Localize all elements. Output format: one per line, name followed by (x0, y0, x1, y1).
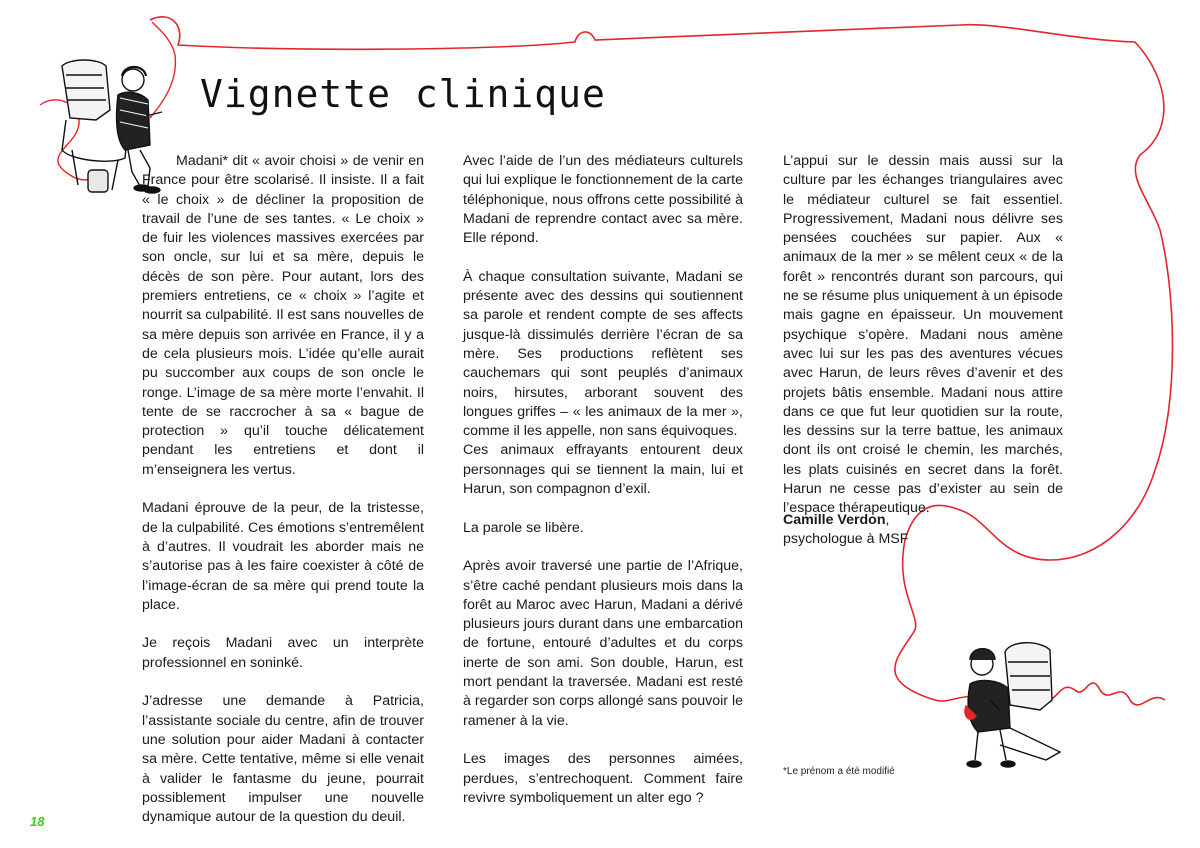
red-thread-hand (150, 22, 175, 118)
footnote: *Le prénom a été modifié (783, 766, 895, 777)
page-title: Vignette clinique (200, 72, 606, 116)
author-role: psychologue à MSF (783, 531, 909, 548)
paragraph: À chaque consultation suivante, Madani se présente avec des dessins qui soutiennent sa parole et rendent compte de ses affects jusque-là dissimulés derrière l’écran de sa mère. Ses productions reflètent ses cauchemars qui sont peuplés d’animaux noirs, hirsutes, arborant souvent des longues griffes – « les animaux de la mer », comme il les appelle, non sans équivoques. (463, 268, 743, 440)
author-signature: Camille Verdon, psychologue à MSF (783, 512, 909, 548)
paragraph: Madani éprouve de la peur, de la tristesse, de la culpabilité. Ces émotions s’entremêlent à d’autres. Il voudrait les aborder mais ne s’autorise pas à les faire coexister à côté de l’image-écran de sa mère qui prend toute la place. (142, 500, 424, 613)
seated-woman-illustration (965, 643, 1060, 767)
text-column-2 (463, 152, 743, 827)
author-name: Camille Verdon (783, 512, 886, 528)
page-number: 18 (30, 814, 45, 829)
paragraph: Après avoir traversé une partie de l’Afrique, s’être caché pendant plusieurs mois dans la forêt au Maroc avec Harun, Madani a dérivé plusieurs jours durant dans une embarcation de fortune, entouré d’adultes et du corps inerte de son ami. Son double, Harun, est mort pendant la traversée. Madani est resté à regarder son corps allongé sans pouvoir le ramener à la vie. (463, 558, 743, 729)
text-column-1 (142, 152, 424, 847)
text-column-3 (783, 152, 1063, 538)
paragraph: Les images des personnes aimées, perdues, s’entrechoquent. Comment faire revivre symboliquement un alter ego ? (463, 751, 743, 806)
paragraph: J’adresse une demande à Patricia, l’assistante sociale du centre, afin de trouver une solution pour aider Madani à contacter sa mère. Cette tentative, même si elle venait à valider le fantasme du jeune, pourrait possiblement impulser une nouvelle dynamique autour de la question du deuil. (142, 693, 424, 826)
paragraph: La parole se libère. (463, 519, 584, 536)
paragraph: Madani* dit « avoir choisi » de venir en France pour être scolarisé. Il insiste. Il a fait « le choix » de décliner la proposition de travail de l’une de ses tantes. « Le choix » de fuir les violences massives exercées par son oncle, sur lui et sa mère, depuis le décès de son père. Pour autant, lors des premiers entretiens, ce « choix » l’agite et nourrit sa culpabilité. Il est sans nouvelles de sa mère depuis son arrivée en France, il y a de cela plusieurs mois. L’idée qu’elle aurait pu succomber aux coups de son oncle le ronge. L’image de sa mère morte l’envahit. Il tente de se raccrocher à sa « bague de protection » qu’il touche délicatement pendant les entretiens et dont il m’enseignera les vertus. (142, 153, 424, 478)
paragraph: Je reçois Madani avec un interprète professionnel en soninké. (142, 635, 424, 671)
paragraph: Avec l’aide de l’un des médiateurs culturels qui lui explique le fonctionnement de la carte téléphonique, nous offrons cette possibilité à Madani de reprendre contact avec sa mère. Elle répond. (463, 153, 743, 247)
red-thread-end (1040, 683, 1165, 705)
paragraph: L’appui sur le dessin mais aussi sur la culture par les échanges triangulaires avec le médiateur culturel se fait essentiel. Progressivement, Madani nous délivre ses pensées couchées sur papier. Aux « animaux de la mer » se mêlent ceux « de la forêt » rencontrés durant son parcours, qui ne se résume plus uniquement à un épisode mais gagne en épaisseur. Un mouvement psychique s’opère. Madani nous amène avec lui sur les pas des aventures vécues avec Harun, de leurs rêves d’avenir et des projets bâtis ensemble. Madani nous attire dans ce que fut leur quotidien sur la route, les dessins sur la terre battue, les animaux dont ils ont croisé le chemin, les marchés, les plats cuisinés en secret dans la forêt. Harun ne cesse pas d’exister au sein de l’espace thérapeutique. (783, 153, 1063, 517)
paragraph: Ces animaux effrayants entourent deux personnages qui se tiennent la main, lui et Harun, son compagnon d’exil. (463, 442, 743, 498)
